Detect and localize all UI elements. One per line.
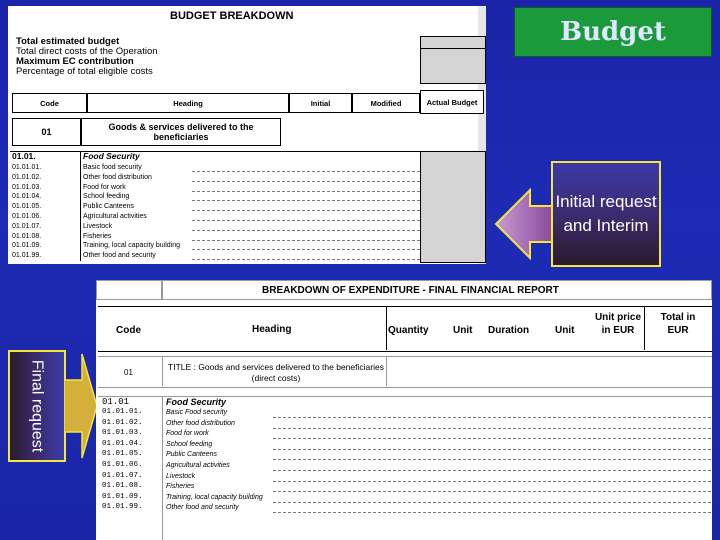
callout-initial-label: Initial request and Interim <box>555 192 657 235</box>
row-code: 01.01.07. <box>102 471 143 480</box>
final-report-title: BREAKDOWN OF EXPENDITURE - FINAL FINANCIAL REPORT <box>262 285 559 296</box>
group-code: 01.01 <box>102 397 130 407</box>
callout-initial-interim <box>551 161 661 267</box>
row-heading: Training, local capacity building <box>166 493 263 501</box>
header-unit: Unit <box>555 325 575 336</box>
header-quantity: Quantity <box>388 325 429 336</box>
table-row <box>12 232 420 242</box>
table-row <box>98 482 712 493</box>
table-row <box>12 241 420 251</box>
row-heading: Fisheries <box>83 232 112 240</box>
row-code: 01.01.02. <box>12 173 42 181</box>
summary-line: Total estimated budget <box>16 36 120 47</box>
slide-title: Budget <box>514 7 712 57</box>
header-heading: Heading <box>252 324 292 335</box>
header-modified: Modified <box>352 93 420 113</box>
header-duration: Duration <box>488 325 530 336</box>
row-code: 01.01.01. <box>102 408 143 416</box>
row-heading: Basic food security <box>83 164 142 171</box>
row-code: 01.01.99. <box>12 252 42 260</box>
row-code: 01.01.06. <box>102 460 143 469</box>
actual-budget-column <box>420 151 486 263</box>
row-heading: Livestock <box>83 222 113 230</box>
table-row <box>12 192 420 202</box>
group-code: 01.01. <box>12 151 36 161</box>
section-heading: Goods & services delivered to the beneficiaries <box>81 118 281 146</box>
table-row <box>98 472 712 483</box>
row-code: 01.01.09. <box>102 492 143 501</box>
row-heading: Other food and security <box>166 504 239 512</box>
header-unit: Unit <box>453 325 473 336</box>
group-heading: Food Security <box>83 151 140 161</box>
table-row <box>98 419 712 430</box>
table-row <box>12 183 420 193</box>
header-total: Total in EUR <box>660 312 696 336</box>
table-row <box>12 202 420 212</box>
row-code: 01.01.08. <box>12 232 42 240</box>
row-code: 01.01.06. <box>12 212 42 220</box>
callout-final-request <box>8 350 66 462</box>
row-heading: Other food distribution <box>166 419 235 427</box>
row-heading: Basic Food security <box>166 409 228 416</box>
row-code: 01.01.04. <box>12 193 42 201</box>
header-actual-budget: Actual Budget <box>420 90 484 114</box>
row-heading: Agricultural activities <box>83 212 147 220</box>
row-code: 01.01.07. <box>12 222 42 230</box>
row-code: 01.01.09. <box>12 242 42 250</box>
summary-value-box <box>420 36 486 84</box>
row-heading: School feeding <box>83 193 130 201</box>
row-heading: Other food distribution <box>83 173 152 181</box>
row-heading: Food for work <box>83 183 126 191</box>
header-code: Code <box>116 325 141 336</box>
row-code: 01.01.08. <box>102 482 143 491</box>
table-row <box>12 163 420 173</box>
budget-breakdown-title: BUDGET BREAKDOWN <box>170 10 294 22</box>
final-financial-report-form <box>96 280 712 540</box>
table-row <box>98 440 712 451</box>
row-code: 01.01.99. <box>102 503 143 512</box>
summary-line: Maximum EC contribution <box>16 56 134 67</box>
header-code: Code <box>12 93 87 113</box>
row-heading: Public Canteens <box>83 203 134 211</box>
row-code: 01.01.03. <box>12 183 42 191</box>
left-arrow-icon <box>494 188 554 260</box>
table-row <box>98 461 712 472</box>
table-row <box>98 450 712 461</box>
table-row <box>12 173 420 183</box>
row-heading: Food for work <box>166 430 209 438</box>
summary-line: Total direct costs of the Operation <box>16 46 158 57</box>
right-arrow-icon <box>64 350 98 462</box>
header-unit-price: Unit price in EUR <box>594 312 642 336</box>
row-code: 01.01.05. <box>102 450 143 459</box>
table-row <box>98 493 712 504</box>
group-heading: Food Security <box>166 397 227 407</box>
table-row <box>98 429 712 440</box>
row-heading: Livestock <box>166 472 196 480</box>
row-heading: Training, local capacity building <box>83 242 181 250</box>
summary-line: Percentage of total eligible costs <box>16 66 153 77</box>
callout-final-label: Final request <box>28 359 46 453</box>
section-code: 01 <box>124 368 133 377</box>
row-heading: Agricultural activities <box>166 461 230 469</box>
row-code: 01.01.04. <box>102 439 143 448</box>
detail-rows <box>12 163 420 261</box>
header-initial: Initial <box>289 93 352 113</box>
row-heading: Fisheries <box>166 483 195 491</box>
row-heading: Public Canteens <box>166 451 217 459</box>
table-row <box>12 222 420 232</box>
row-code: 01.01.01. <box>12 164 42 171</box>
row-code: 01.01.05. <box>12 203 42 211</box>
row-heading: School feeding <box>166 440 213 448</box>
detail-rows <box>98 408 712 514</box>
section-code: 01 <box>12 118 81 146</box>
budget-breakdown-form <box>8 6 486 264</box>
header-heading: Heading <box>87 93 289 113</box>
table-row <box>98 503 712 514</box>
row-code: 01.01.02. <box>102 418 143 427</box>
section-heading: TITLE : Goods and services delivered to the beneficiaries (direct costs) <box>168 362 384 383</box>
table-row <box>12 251 420 261</box>
table-row <box>98 408 712 419</box>
table-row <box>12 212 420 222</box>
row-code: 01.01.03. <box>102 429 143 438</box>
row-heading: Other food and security <box>83 252 156 260</box>
